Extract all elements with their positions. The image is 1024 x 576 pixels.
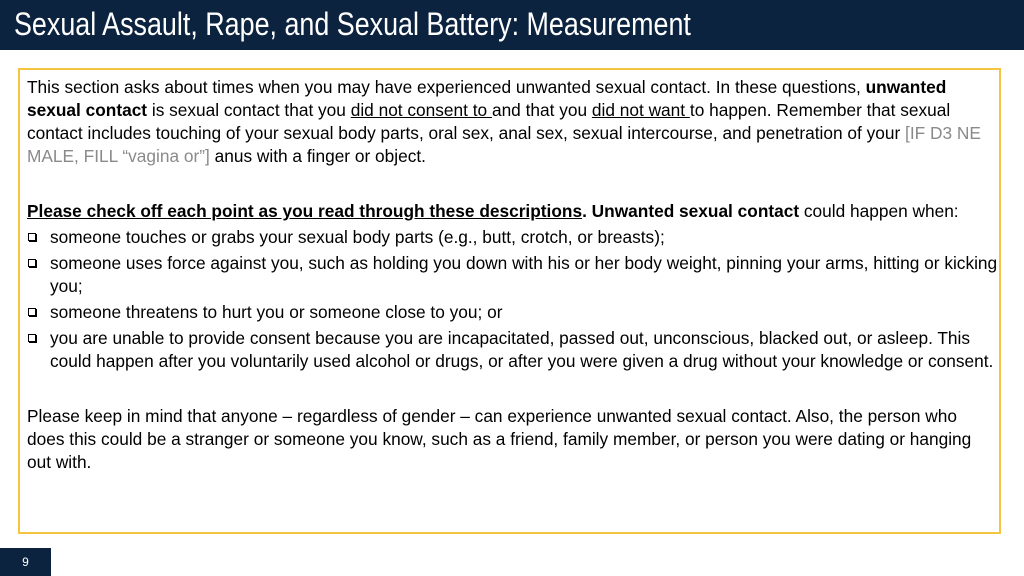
slide-number: 9 <box>0 548 51 576</box>
closing-paragraph: Please keep in mind that anyone – regardless of gender – can experience unwanted sexual contact. Also, the person who does this could be a stranger or someone you know, such as a friend, family member, or person you were dating or hanging out with. <box>27 406 972 472</box>
intro-fill-instruction: [IF D3 NE MALE, FILL “vagina or”] <box>27 123 981 166</box>
checklist-item <box>27 226 999 249</box>
checklist-item <box>27 252 999 298</box>
intro-term-bold: unwanted sexual contact <box>27 77 947 120</box>
intro-text-9: anus with a finger or object. <box>209 146 426 166</box>
checklist-item <box>27 327 999 373</box>
checklist-item-text: you are unable to provide consent because you are incapacitated, passed out, unconscious, blacked out, or asleep. This could happen after you voluntarily used alcohol or drugs, or after you were given a drug without your knowledge or consent. <box>50 328 994 371</box>
intro-paragraph <box>27 76 999 168</box>
intro-text-5: and that you <box>491 100 592 120</box>
intro-text-3: is sexual contact that you <box>147 100 351 120</box>
checkbox-square-icon[interactable] <box>28 334 36 342</box>
checklist-item-text: someone touches or grabs your sexual body parts (e.g., butt, crotch, or breasts); <box>50 227 665 247</box>
checklist-item <box>27 301 999 324</box>
checkbox-square-icon[interactable] <box>28 233 36 241</box>
title-bar <box>0 0 1024 50</box>
intro-consent-underline: did not consent to <box>350 100 492 120</box>
instructions-term-bold: . Unwanted sexual contact <box>582 201 800 221</box>
intro-text-1: This section asks about times when you may have experienced unwanted sexual contact. In these questions, <box>27 77 866 97</box>
slide-title: Sexual Assault, Rape, and Sexual Battery: Measurement <box>14 6 691 42</box>
instructions-check-off: Please check off each point as you read through these descriptions <box>27 201 583 221</box>
intro-text-7: to happen. Remember that sexual contact includes touching of your sexual body parts, oral sex, anal sex, sexual intercourse, and penetration of your <box>27 100 951 143</box>
checklist <box>27 226 999 373</box>
content-body <box>27 76 999 474</box>
instructions-paragraph <box>27 200 999 223</box>
checklist-item-text: someone threatens to hurt you or someone close to you; or <box>50 302 503 322</box>
checkbox-square-icon[interactable] <box>28 308 36 316</box>
intro-want-underline: did not want <box>591 100 690 120</box>
instructions-text: could happen when: <box>799 201 959 221</box>
checklist-item-text: someone uses force against you, such as holding you down with his or her body weight, pinning your arms, hitting or kicking you; <box>50 253 998 296</box>
checkbox-square-icon[interactable] <box>28 259 36 267</box>
